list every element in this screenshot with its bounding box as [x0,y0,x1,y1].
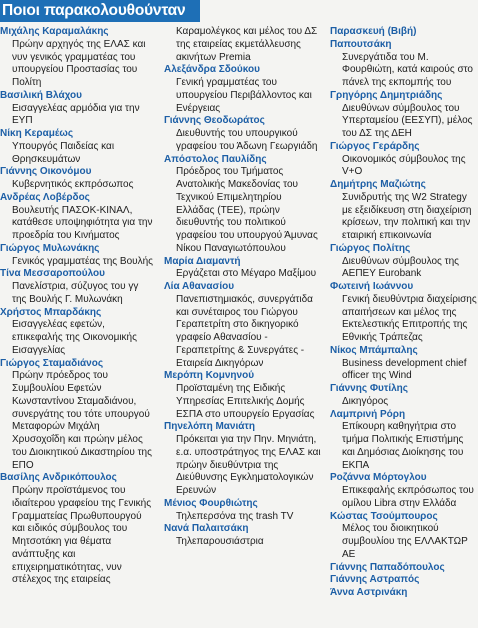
person-entry [330,26,478,39]
person-name: Νίκη Κεραμέως [0,128,74,139]
person-description: Τηλεπαρουσιάστρια [176,536,264,547]
person-description: Οικονομικός σύμβουλος της V+O [342,153,466,178]
person-name: Απόστολος Παυλίδης [164,153,267,165]
person-entry [330,472,478,510]
person-name: Μένιος Φουρθιώτης [164,497,258,509]
person-description: Πρόεδρος του Τμήματος Ανατολικής Μακεδονίας του Τεχνικού Επιμελητηρίου Ελλάδας (ΤΕΕ), πρώην διευθυντής του πολιτικού γραφείου του υπουργού Άμυνας Νίκου Παναγιωτόπουλου [176,166,318,254]
person-entry [164,115,322,153]
person-entry [330,383,478,409]
person-name: Μαρία Διαμαντή [164,255,241,267]
person-name: Λία Αθανασίου [164,281,235,292]
person-name: Κώστας Τσούμπουρος [330,510,438,522]
person-name: Νίκος Μπάμπαλης [330,344,418,356]
person-name: Παρασκευή (Βιβή) [330,26,417,37]
person-entry [164,421,322,498]
person-entry [164,370,322,421]
person-name: Γιάννης Φυτίλης [330,383,408,394]
person-entry [330,243,478,281]
title-banner [0,0,200,22]
person-description: Διευθυντής του υπουργικού γραφείου του Άδωνη Γεωργιάδη [176,128,318,152]
person-entry [330,587,478,600]
person-description: Business development chief officer της Wind [342,357,467,382]
person-description: Πανεπιστημιακός, συνεργάτιδα και συνέταιρος του Γιώργου Γεραπετρίτη στο δικηγορικό γραφείο Αθανασίου - Γεραπετρίτης & Συνεργάτες - Εταιρεία Δικηγόρων [176,293,313,369]
person-description: Δικηγόρος [342,395,389,407]
person-description: Πρώην αρχηγός της ΕΛΑΣ και νυν γενικός γραμματέας του υπουργείου Προστασίας του Πολίτη [12,38,146,88]
person-entry [330,39,478,90]
person-name: Γιάννης Οικονόμου [0,166,92,178]
person-description: Γενικός γραμματέας της Βουλής [12,255,153,267]
person-entry [330,141,478,179]
person-name: Φωτεινή Ιωάννου [330,281,414,292]
person-name: Παπουτσάκη [330,38,392,50]
person-name: Βασίλης Ανδρικόπουλος [0,472,117,484]
person-entry [330,179,478,243]
column-3 [330,26,478,600]
person-entry [330,574,478,587]
person-entry [330,90,478,141]
person-entry [0,128,154,166]
person-entry [330,409,478,473]
person-description: Εισαγγελέας εφετών, επικεφαλής της Οικονομικής Εισαγγελίας [12,319,137,356]
person-description: Γενική διευθύντρια διαχείρισης απαιτήσεων και μέλος της Εκτελεστικής Επιτροπής της Εθνικής Τράπεζας [342,293,477,343]
person-entry [164,154,322,256]
person-description: Συνιδρυτής της W2 Strategy με εξειδίκευση στη διαχείριση κρίσεων, την πολιτική και την εταιρική επικοινωνία [342,191,472,241]
person-entry [164,498,322,524]
person-description: Πρώην πρόεδρος του Συμβουλίου Εφετών Κωνσταντίνου Σταμαδιάνου, συνεργάτης του τότε υπουργού Μεταφορών Μιχάλη Χρυσοχοΐδη και πρώην μέλος του Διοικητικού Δικαστηρίου της ΕΠΟ [12,370,152,471]
column-1 [0,26,154,587]
person-name: Ανδρέας Λοβέρδος [0,191,90,203]
person-entry [0,90,154,128]
person-description: Γενική γραμματέας του υπουργείου Περιβάλλοντος και Ενέργειας [176,77,312,114]
person-description: Κυβερνητικός εκπρόσωπος [12,179,134,190]
column-2 [164,26,322,549]
person-description: Διευθύνων σύμβουλος του Υπερταμείου (ΕΕΣΥΠ), μέλος του ΔΣ της ΔΕΗ [342,102,473,139]
person-name: Δημήτρης Μαζιώτης [330,179,426,190]
person-name: Αλεξάνδρα Σδούκου [164,64,260,76]
person-name: Ροζάννα Μόρτογλου [330,472,427,484]
person-name: Μερόπη Κομνηνού [164,370,255,382]
person-entry [0,307,154,358]
person-name: Γρηγόρης Δημητριάδης [330,89,443,101]
person-entry [0,472,154,587]
person-entry [0,26,154,90]
person-name: Γιώργος Πολίτης [330,242,411,254]
person-entry [164,523,322,549]
person-entry [330,562,478,575]
person-name: Μιχάλης Καραμαλάκης [0,26,109,37]
person-description: Μέλος του διοικητικού συμβουλίου της ΕΛΛΑΚΤΩΡ ΑΕ [342,523,468,560]
person-name: Λαμπρινή Ρόρη [330,408,406,420]
person-entry [330,345,478,383]
person-entry [164,64,322,115]
person-name: Βασιλική Βλάχου [0,89,82,101]
person-description: Τηλεπερσόνα της trash TV [176,510,294,522]
person-name: Χρήστος Μπαρδάκης [0,306,102,318]
person-name: Γιώργος Γεράρδης [330,140,420,152]
person-name: Νανά Παλαιτσάκη [164,523,249,535]
page-title: Ποιοι παρακολουθούνταν [2,2,186,19]
person-name: Γιώργος Μυλωνάκης [0,242,100,254]
person-entry [164,281,322,370]
person-entry [330,281,478,345]
person-name: Γιώργος Σταμαδιάνος [0,357,104,369]
person-description: Εργάζεται στο Μέγαρο Μαξίμου [176,268,317,280]
person-entry [0,268,154,306]
person-name: Τίνα Μεσσαροπούλου [0,268,105,280]
person-description: Βουλευτής ΠΑΣΟΚ-ΚΙΝΑΛ, κατάθεσε υποψηφιότητα για την προεδρία του Κινήματος [12,204,153,241]
person-description: Υπουργός Παιδείας και Θρησκευμάτων [12,140,115,165]
person-name: Γιάννης Αστραπός [330,574,420,586]
person-name: Άννα Αστρινάκη [330,587,408,598]
person-description: Πρόκειται για την Πην. Μηνιάτη, ε.α. υποστράτηγος της ΕΛΑΣ και πρώην διευθύντρια της Διεύθυνσης Εγκληματολογικών Ερευνών [176,434,321,496]
person-entry [330,511,478,562]
person-description: Καραμολέγκος και μέλος του ΔΣ της εταιρείας εκμετάλλευσης ακινήτων Premia [176,26,318,63]
person-name: Γιάννης Παπαδόπουλος [330,561,445,573]
person-name: Γιάννης Θεοδωράτος [164,115,265,127]
person-description: Προϊσταμένη της Ειδικής Υπηρεσίας Επιτελικής Δομής ΕΣΠΑ στο υπουργείο Εργασίας [176,383,315,420]
person-entry [0,192,154,243]
person-entry [164,256,322,282]
person-description: Εισαγγελέας αρμόδια για την ΕΥΠ [12,102,140,127]
person-entry [0,243,154,269]
person-description: Επίκουρη καθηγήτρια στο τμήμα Πολιτικής Επιστήμης και Δημόσιας Διοίκησης του ΕΚΠΑ [342,421,464,471]
person-entry [0,358,154,473]
person-entry [164,26,322,64]
person-description: Πανελίστρια, σύζυγος του γγ της Βουλής Γ. Μυλωνάκη [12,281,139,305]
person-description: Επικεφαλής εκπρόσωπος του ομίλου Libra στην Ελλάδα [342,485,474,509]
person-description: Συνεργάτιδα του Μ. Φουρθιώτη, κατά καιρούς στο πάνελ της εκπομπής του [342,51,473,88]
person-entry [0,166,154,192]
person-description: Διευθύνων σύμβουλος της ΑΕΠΕΥ Eurobank [342,255,459,280]
person-name: Πηνελόπη Μανιάτη [164,421,255,433]
person-description: Πρώην προϊστάμενος του ιδιαίτερου γραφείου της Γενικής Γραμματείας Πρωθυπουργού και ειδικός σύμβουλος του Μητσοτάκη για θέματα ανάπτυξης και επιχειρηματικότητας, νυν στέλεχος της εταιρείας [12,485,152,586]
